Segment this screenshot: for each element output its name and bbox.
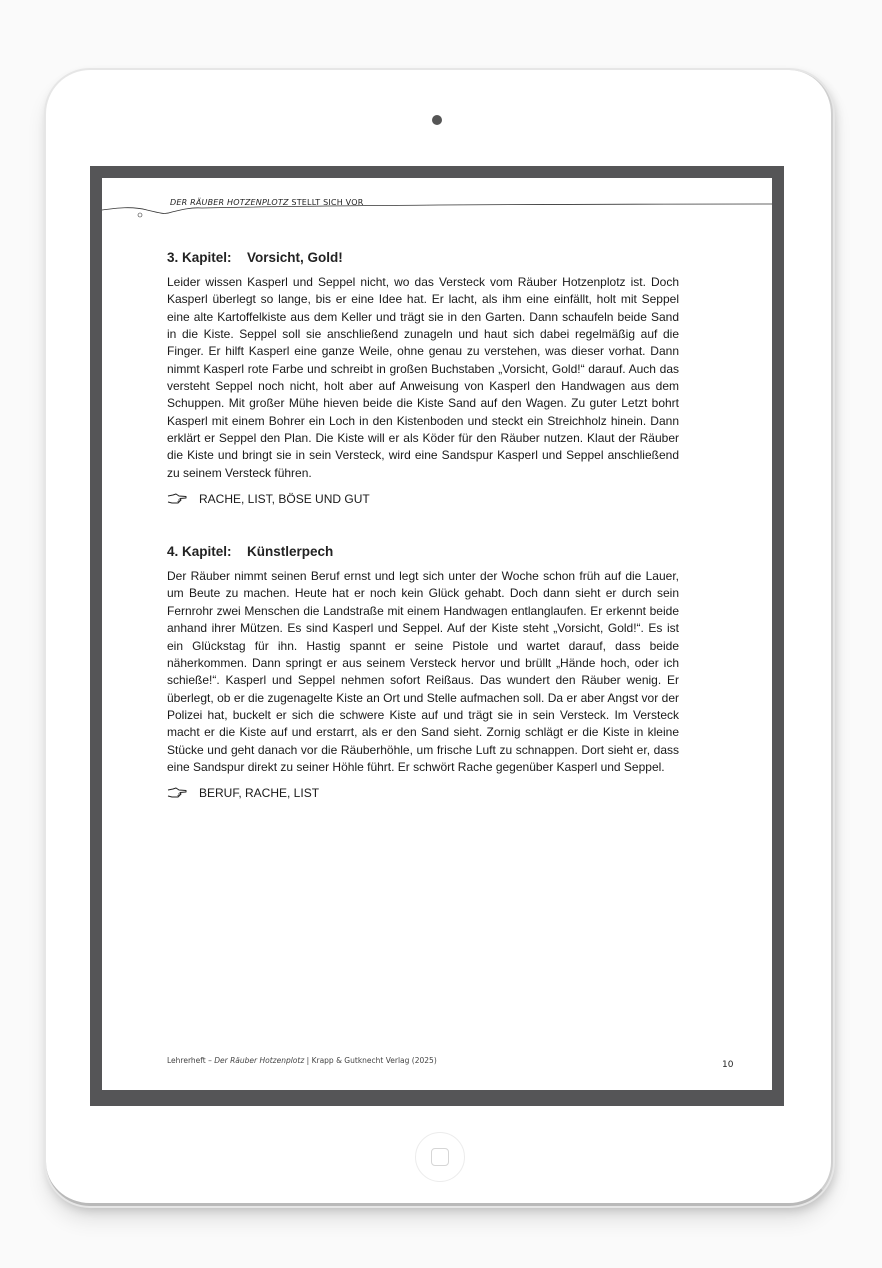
page-footer xyxy=(167,1056,437,1065)
chapter-keywords xyxy=(167,786,679,800)
chapter-number: 4. Kapitel: xyxy=(167,544,232,560)
chapter-heading xyxy=(167,544,679,559)
keywords-text: BERUF, RACHE, LIST xyxy=(199,786,320,801)
home-square-icon xyxy=(431,1148,449,1166)
chapter-title: Künstlerpech xyxy=(247,544,334,560)
page-content xyxy=(167,250,679,800)
front-camera xyxy=(432,115,442,125)
running-head-rest: STELLT SICH VOR xyxy=(291,198,364,207)
document-page xyxy=(102,178,772,1090)
chapter-summary: Leider wissen Kasperl und Seppel nicht, wo das Versteck vom Räuber Hotzenplotz ist. Doch Kasperl überlegt so lange, bis er eine Idee hat. Er lacht, als ihm eine einfällt, holt mit Seppel eine alte Kartoffelkiste aus dem Keller und trägt sie in den Garten. Dann schaufeln beide Sand in die Kiste. Seppel soll sie anschließend zunageln und haut sich dabei regelmäßig auf die Finger. Er hilft Kasperl eine ganze Weile, ohne genau zu verstehen, was dieser vorhat. Dann nimmt Kasperl rote Farbe und schreibt in großen Buchstaben „Vorsicht, Gold!“ darauf. Auch das versteht Seppel noch nicht, holt aber auf Anweisung von Kasperl den Handwagen aus dem Schuppen. Mit großer Mühe hieven beide die Kiste Sand auf den Wagen. Zu guter Letzt bohrt Kasperl mit einem Bohrer ein Loch in den Kistenboden und steckt ein Streichholz hinein. Dann erklärt er Seppel den Plan. Die Kiste will er als Köder für den Räuber nutzen. Klaut der Räuber die Kiste und bringt sie in sein Versteck, wird eine Sandspur Kasperl und Seppel anschließend zu seinem Versteck führen. xyxy=(167,275,679,480)
pointing-hand-icon xyxy=(167,787,187,799)
chapter-heading xyxy=(167,250,679,265)
chapter-title: Vorsicht, Gold! xyxy=(247,250,343,265)
footer-book-title: Der Räuber Hotzenplotz xyxy=(214,1056,305,1065)
footer-publisher: | Krapp & Gutknecht Verlag (2025) xyxy=(304,1056,437,1065)
chapter-keywords xyxy=(167,492,679,506)
header-wavy-rule xyxy=(102,198,772,228)
chapter-summary: Der Räuber nimmt seinen Beruf ernst und legt sich unter der Woche schon früh auf die Lauer, um Beute zu machen. Heute hat er noch kein Glück gehabt. Doch dann sieht er durch sein Fernrohr zwei Menschen die Landstraße mit einem Handwagen entlanglaufen. Er erkennt beide anhand ihrer Mützen. Es sind Kasperl und Seppel. Auf der Kiste steht „Vorsicht, Gold!“. Es ist ein Glückstag für ihn. Hastig spannt er seine Pistole und wartet darauf, dass beide näherkommen. Dann springt er aus seinem Versteck hervor und brüllt „Hände hoch, oder ich schieße!“. Kasperl und Seppel nehmen sofort Reißaus. Das wundert den Räuber wenig. Er überlegt, ob er die zugenagelte Kiste an Ort und Stelle aufmachen soll. Da er aber Angst vor der Polizei hat, buckelt er sich die schwere Kiste auf und trägt sie in sein Versteck. Im Versteck macht er die Kiste auf und erstarrt, als er den Sand sieht. Zornig schlägt er die Kiste in kleine Stücke und geht danach vor die Räuberhöhle, um frische Luft zu schnappen. Dort sieht er, dass eine Sandspur direkt zu seiner Höhle führt. Er schwört Rache gegenüber Kasperl und Seppel. xyxy=(167,569,679,774)
tablet-screen xyxy=(90,166,784,1106)
chapter-4 xyxy=(167,544,679,800)
running-head-italic: DER RÄUBER HOTZENPLOTZ xyxy=(170,198,289,207)
keywords-text: RACHE, LIST, BÖSE UND GUT xyxy=(199,492,370,507)
chapter-3 xyxy=(167,250,679,506)
footer-prefix: Lehrerheft – xyxy=(167,1056,215,1065)
page-number: 10 xyxy=(722,1060,734,1070)
pointing-hand-icon xyxy=(167,493,187,505)
home-button[interactable] xyxy=(415,1132,465,1182)
chapter-number: 3. Kapitel: xyxy=(167,250,232,265)
